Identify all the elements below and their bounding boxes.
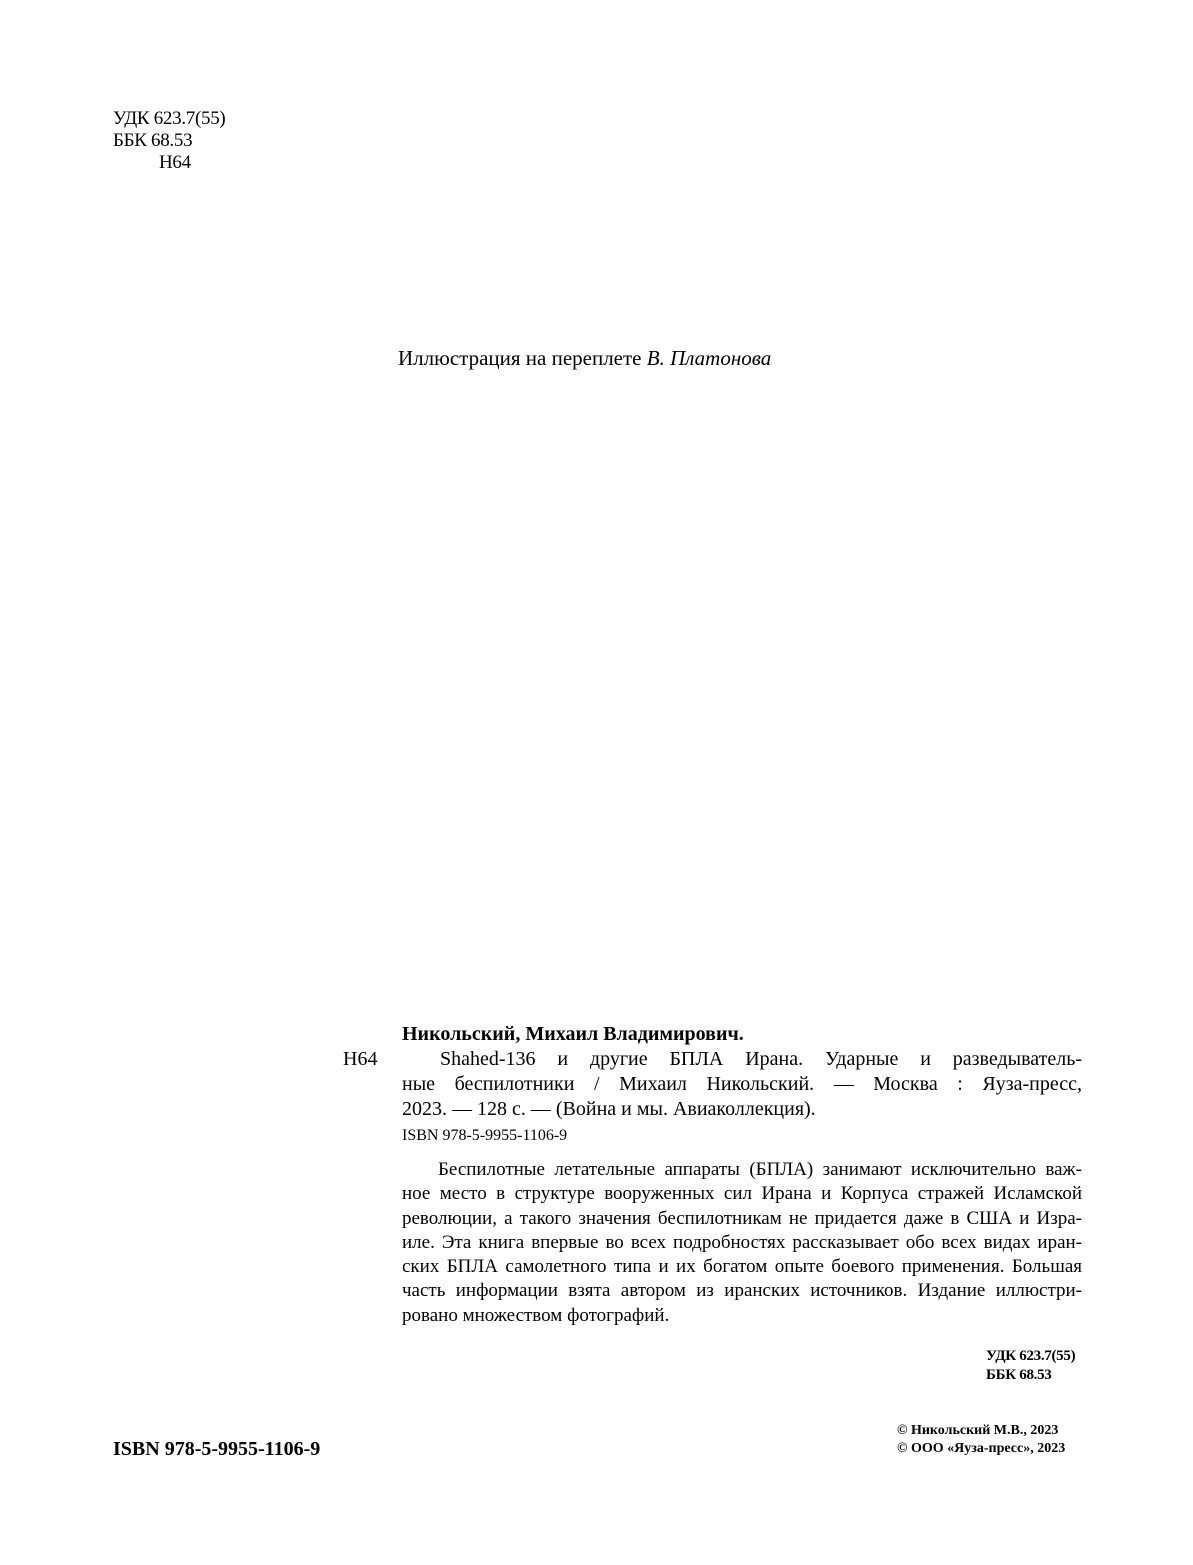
classification-codes-top [113, 108, 225, 174]
annotation [402, 1158, 1082, 1328]
classification-codes-bottom [986, 1347, 1075, 1385]
illustration-credit [398, 345, 771, 371]
author-heading: Никольский, Михаил Владимирович. [402, 1023, 744, 1045]
copyright-block [897, 1422, 1065, 1458]
illustration-credit-prefix: Иллюстрация на переплете [398, 346, 647, 370]
annotation-line: Беспилотные летательные аппараты (БПЛА) занимают исключительно важ- [438, 1159, 1082, 1180]
cutter-code: Н64 [159, 152, 191, 173]
bbk-code: ББК 68.53 [113, 130, 193, 151]
description-line: ные беспилотники / Михаил Никольский. — Москва : Яуза-пресс, [402, 1073, 1082, 1095]
udk-code: УДК 623.7(55) [113, 108, 226, 129]
annotation-line: ских БПЛА самолетного типа и их богатом опыте боевого применения. Большая [402, 1256, 1082, 1278]
description-line: Shahed-136 и другие БПЛА Ирана. Ударные и разведыватель- [440, 1048, 1082, 1070]
annotation-line: часть информации взята автором из иранских источников. Издание иллюстри- [402, 1280, 1082, 1302]
footer-isbn: ISBN 978-5-9955-1106-9 [113, 1438, 321, 1460]
bbk-code: ББК 68.53 [986, 1367, 1052, 1383]
record-isbn: ISBN 978-5-9955-1106-9 [402, 1127, 568, 1144]
bibliographic-description [402, 1047, 1082, 1122]
description-line: 2023. — 128 с. — (Война и мы. Авиаколлекция). [402, 1098, 816, 1120]
annotation-line: ное место в структуре вооруженных сил Ирана и Корпуса стражей Исламской [402, 1183, 1082, 1205]
annotation-line: иле. Эта книга впервые во всех подробностях рассказывает обо всех видах иран- [402, 1231, 1082, 1253]
record-cutter: Н64 [343, 1048, 378, 1070]
annotation-line: революции, а такого значения беспилотникам не придается даже в США и Изра- [402, 1207, 1082, 1229]
illustration-artist: В. Платонова [646, 346, 772, 370]
copyright-author: © Никольский М.В., 2023 [897, 1423, 1059, 1438]
annotation-line: ровано множеством фотографий. [402, 1304, 670, 1326]
udk-code: УДК 623.7(55) [986, 1348, 1076, 1364]
copyright-publisher: © ООО «Яуза-пресс», 2023 [897, 1441, 1066, 1456]
